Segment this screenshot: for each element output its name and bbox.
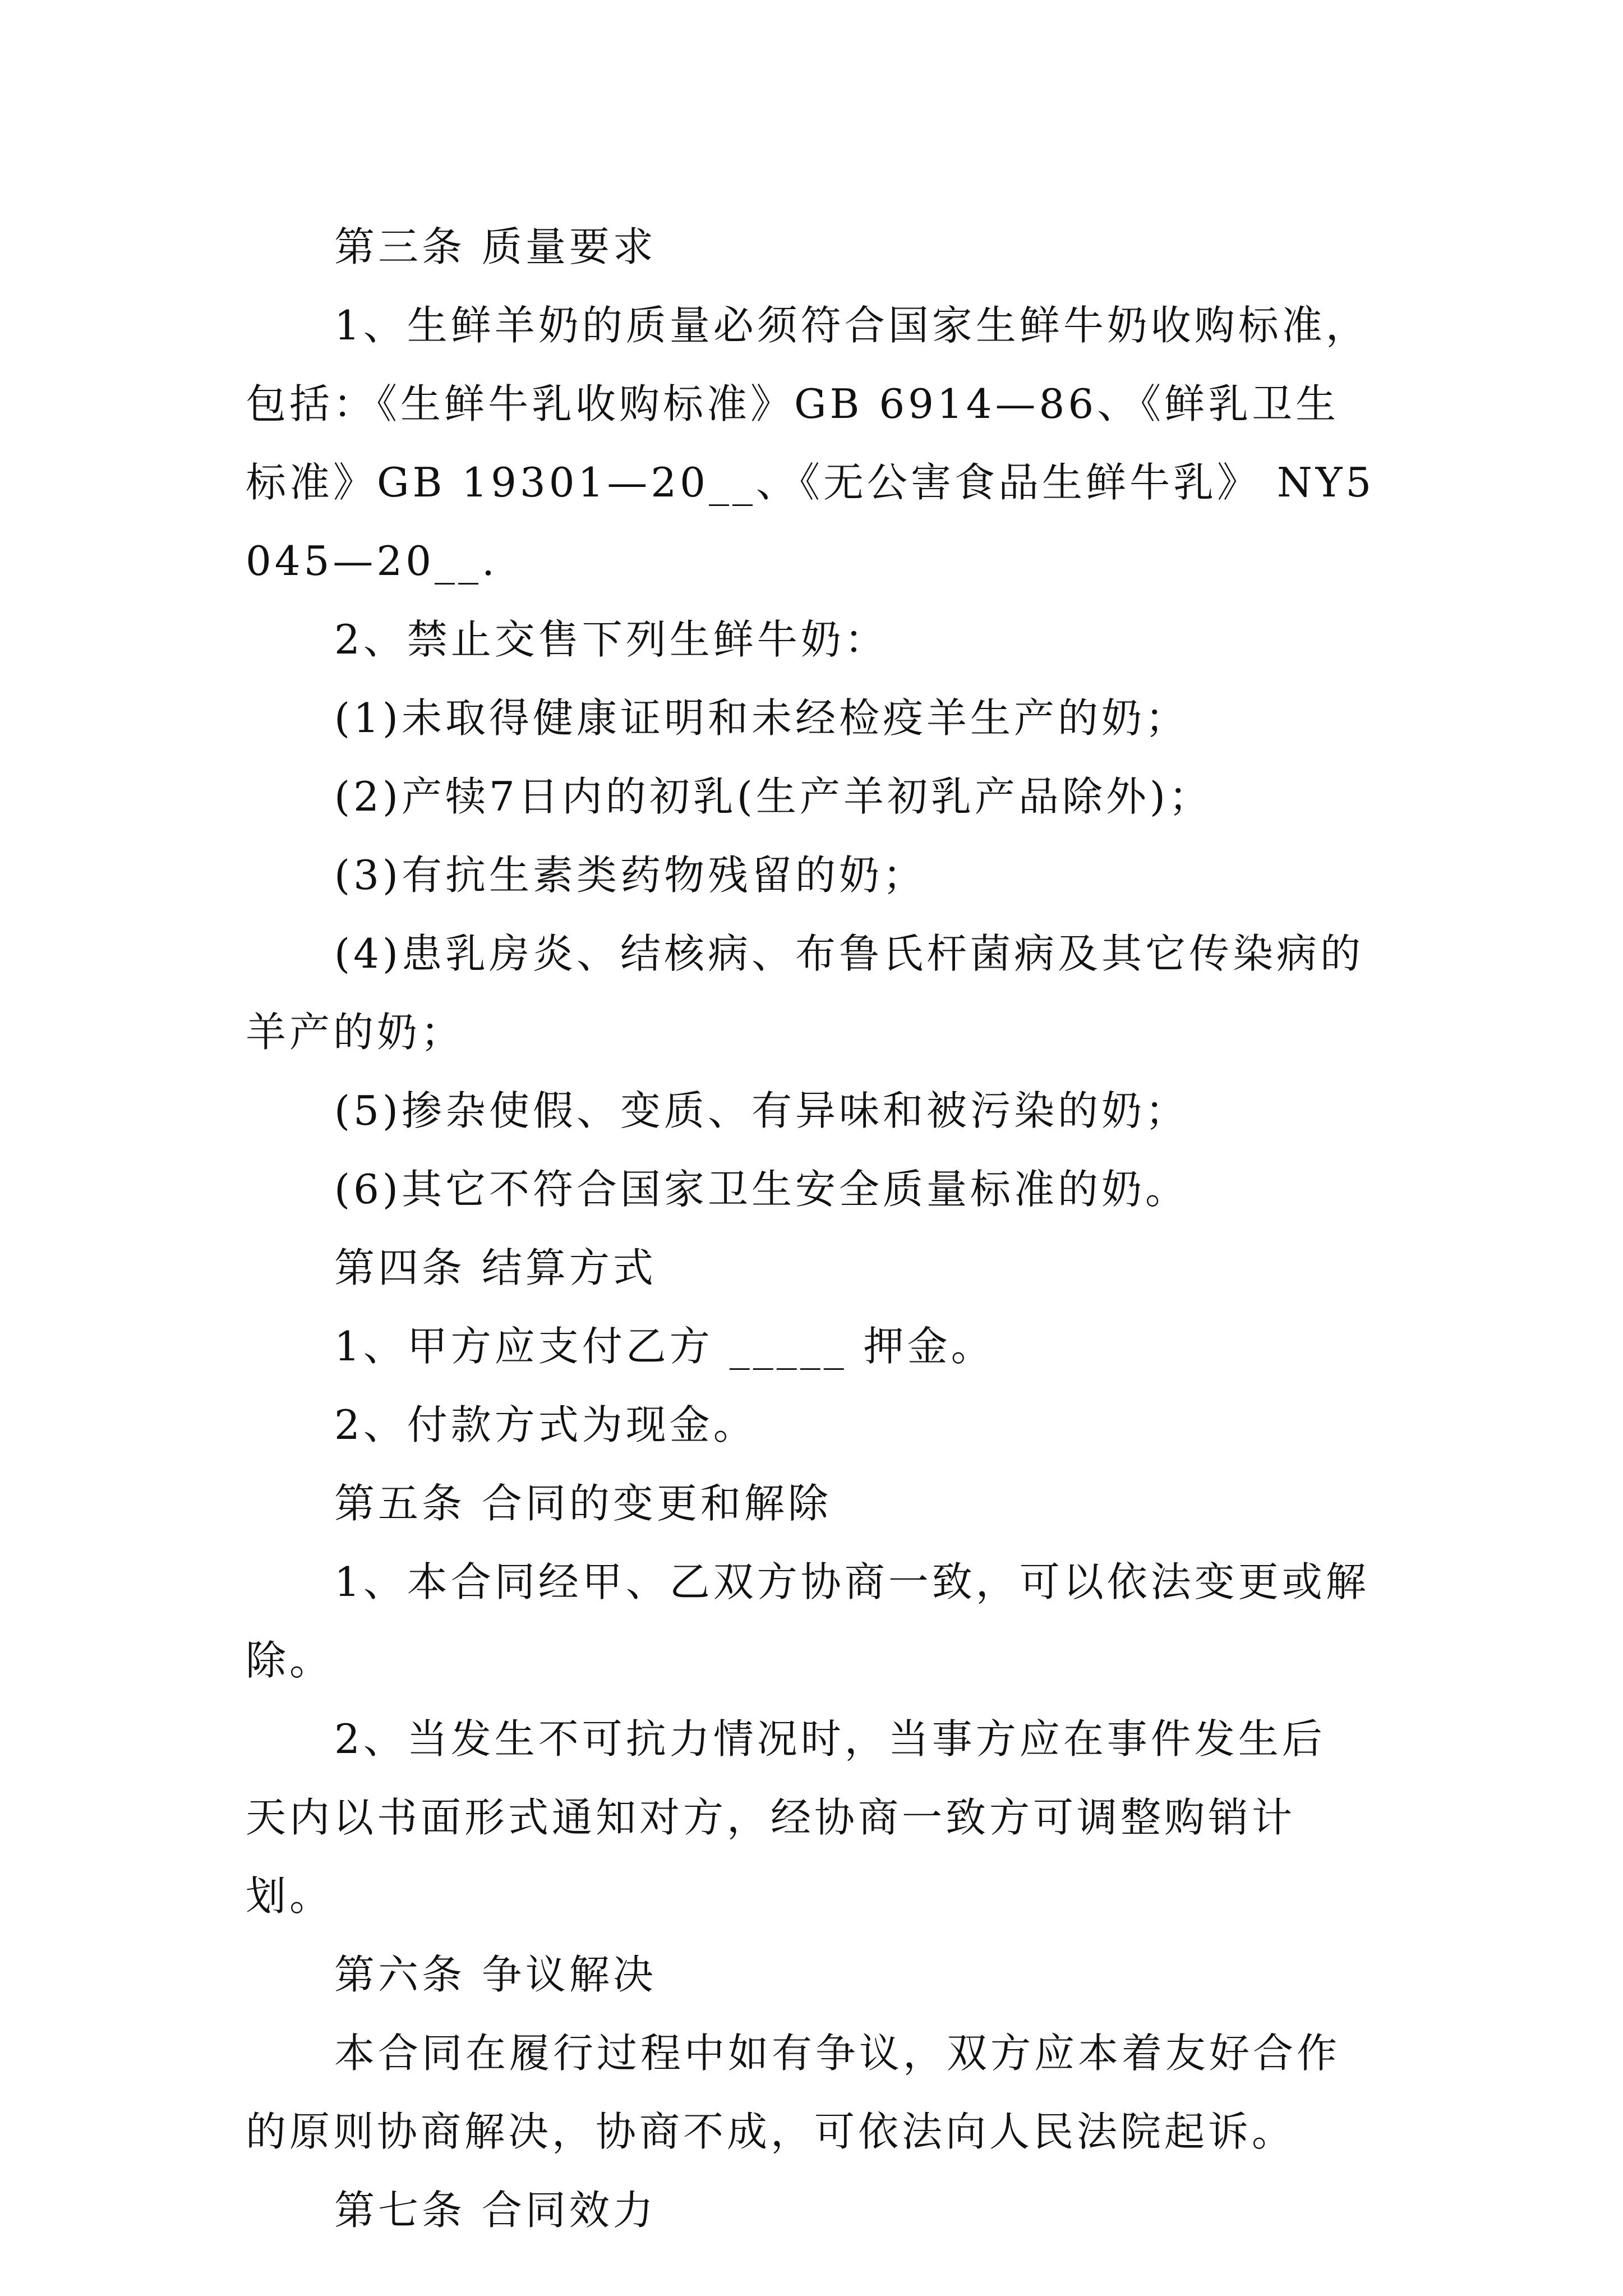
dispute-paragraph: 本合同在履行过程中如有争议，双方应本着友好合作的原则协商解决，协商不成，可依法向人民法院起诉。 — [246, 2030, 1341, 2155]
prohibited-milk-intro: 2、禁止交售下列生鲜牛奶： — [334, 616, 888, 663]
prohibited-item-4: (4)患乳房炎、结核病、布鲁氏杆菌病及其它传染病的羊产的奶； — [246, 930, 1364, 1056]
prohibited-item-6: (6)其它不符合国家卫生安全质量标准的奶。 — [334, 1166, 1189, 1213]
article-3-heading: 第三条 质量要求 — [334, 223, 657, 270]
modification-paragraph: 1、本合同经甲、乙双方协商一致，可以依法变更或解除。 — [246, 1558, 1370, 1684]
document-body — [246, 208, 1378, 2249]
deposit-paragraph: 1、甲方应支付乙方 _____ 押金。 — [334, 1323, 995, 1370]
prohibited-item-3: (3)有抗生素类药物残留的奶； — [334, 852, 926, 899]
prohibited-item-5: (5)掺杂使假、变质、有异味和被污染的奶； — [334, 1087, 1189, 1134]
article-7-heading: 第七条 合同效力 — [334, 2187, 657, 2234]
payment-method-paragraph: 2、付款方式为现金。 — [334, 1401, 757, 1448]
prohibited-item-2: (2)产犊7日内的初乳(生产羊初乳产品除外)； — [334, 773, 1212, 820]
force-majeure-paragraph: 2、当发生不可抗力情况时，当事方应在事件发生后 天内以书面形式通知对方，经协商一致方可调整购销计划。 — [246, 1715, 1326, 1920]
article-6-heading: 第六条 争议解决 — [334, 1951, 657, 1998]
quality-standard-paragraph: 1、生鲜羊奶的质量必须符合国家生鲜牛奶收购标准，包括：《生鲜牛乳收购标准》GB 6914—86、《鲜乳卫生标准》GB 19301—20__、《无公害食品生鲜牛乳》 NY5045—20__. — [246, 302, 1375, 585]
article-5-heading: 第五条 合同的变更和解除 — [334, 1480, 832, 1527]
article-4-heading: 第四条 结算方式 — [334, 1244, 657, 1291]
prohibited-item-1: (1)未取得健康证明和未经检疫羊生产的奶； — [334, 694, 1189, 742]
